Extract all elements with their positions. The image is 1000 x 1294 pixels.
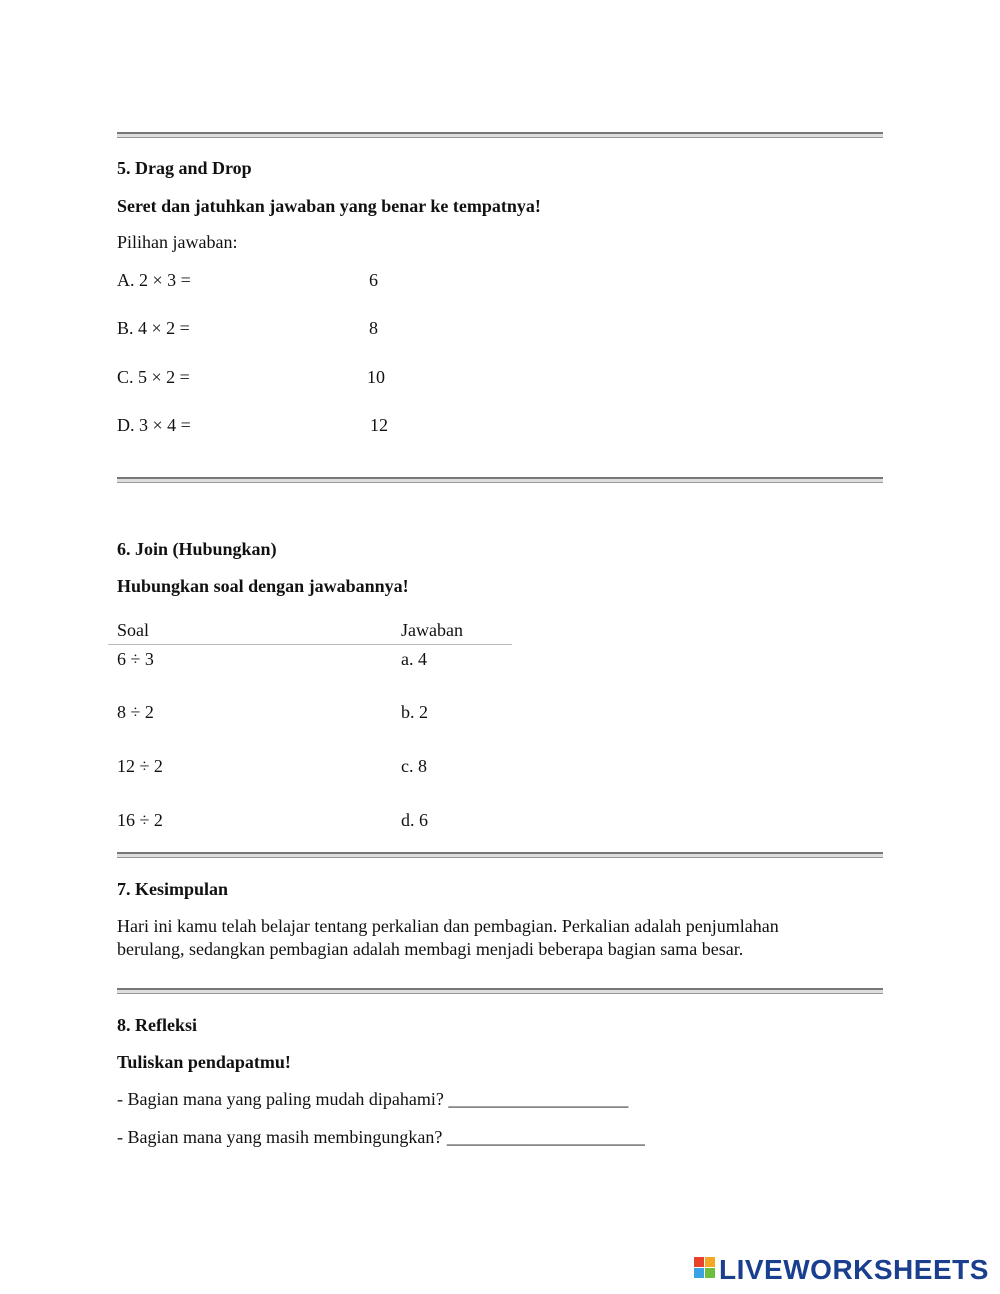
section-divider xyxy=(117,988,883,994)
section-8-title: 8. Refleksi xyxy=(117,1015,197,1035)
section-6-title: 6. Join (Hubungkan) xyxy=(117,539,277,559)
column-header-question: Soal xyxy=(117,620,150,640)
join-answer[interactable]: b. 2 xyxy=(401,702,428,722)
column-header-answer: Jawaban xyxy=(401,620,463,640)
join-question[interactable]: 12 ÷ 2 xyxy=(117,756,163,776)
drag-answer[interactable]: 10 xyxy=(367,367,385,387)
drag-answer[interactable]: 8 xyxy=(369,318,378,338)
logo-grid-icon xyxy=(694,1257,715,1283)
join-answer[interactable]: c. 8 xyxy=(401,756,427,776)
liveworksheets-logo xyxy=(694,1256,989,1284)
section-5-title: 5. Drag and Drop xyxy=(117,158,252,178)
join-question[interactable]: 6 ÷ 3 xyxy=(117,649,154,669)
join-answer[interactable]: a. 4 xyxy=(401,649,427,669)
drag-question: D. 3 × 4 = xyxy=(117,415,191,435)
section-5-instruction: Seret dan jatuhkan jawaban yang benar ke tempatnya! xyxy=(117,196,541,216)
conclusion-line-1: Hari ini kamu telah belajar tentang perkalian dan pembagian. Perkalian adalah penjumlahan xyxy=(117,916,779,936)
section-6-instruction: Hubungkan soal dengan jawabannya! xyxy=(117,576,409,596)
section-7-title: 7. Kesimpulan xyxy=(117,879,229,899)
join-question[interactable]: 16 ÷ 2 xyxy=(117,810,163,830)
join-question[interactable]: 8 ÷ 2 xyxy=(117,702,154,722)
conclusion-line-2: berulang, sedangkan pembagian adalah membagi menjadi beberapa bagian sama besar. xyxy=(117,939,744,959)
drag-question: B. 4 × 2 = xyxy=(117,318,190,338)
section-divider xyxy=(117,132,883,138)
table-header-line xyxy=(108,644,512,645)
drag-question: C. 5 × 2 = xyxy=(117,367,190,387)
section-divider xyxy=(117,477,883,483)
drag-question: A. 2 × 3 = xyxy=(117,270,191,290)
section-divider xyxy=(117,852,883,858)
reflection-question-1[interactable]: - Bagian mana yang paling mudah dipahami? ____________________ xyxy=(117,1089,629,1109)
logo-text: LIVEWORKSHEETS xyxy=(719,1254,989,1285)
reflection-question-2[interactable]: - Bagian mana yang masih membingungkan? ______________________ xyxy=(117,1127,645,1147)
options-label: Pilihan jawaban: xyxy=(117,232,238,252)
drag-answer[interactable]: 6 xyxy=(369,270,378,290)
drag-answer[interactable]: 12 xyxy=(370,415,388,435)
join-answer[interactable]: d. 6 xyxy=(401,810,428,830)
section-8-instruction: Tuliskan pendapatmu! xyxy=(117,1052,291,1072)
